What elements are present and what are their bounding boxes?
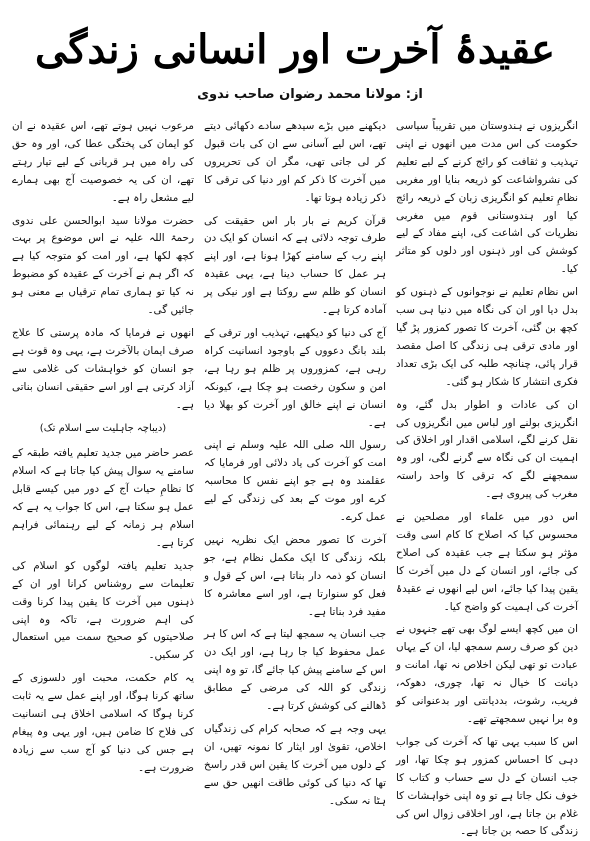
column-middle [204,118,386,807]
paragraph: جب انسان یہ سمجھ لیتا ہے کہ اس کا ہر عمل محفوظ کیا جا رہا ہے، اور ایک دن اس کے سامنے پیش کیا جائے گا، تو وہ اپنی زندگی کو اللہ کی مرضی کے مطابق ڈھالنے کی کوشش کرتا ہے۔ [204,628,386,713]
paragraph: یہ کام حکمت، محبت اور دلسوزی کے ساتھ کرنا ہوگا، اور اپنے عمل سے یہ ثابت کرنا ہوگا کہ اسلامی اخلاق ہی انسانیت کی فلاح کا ضامن ہیں، اور یہی وہ پیغام ہے جس کی دنیا کو آج سب سے زیادہ ضرورت ہے۔ [12,672,194,774]
paragraph: آج کی دنیا کو دیکھیے، تہذیب اور ترقی کے بلند بانگ دعووں کے باوجود انسانیت کراہ رہی ہے، کمزوروں پر ظلم ہو رہا ہے، امن و سکون رخصت ہو چکا ہے، کیونکہ انسان نے اپنے خالق اور آخرت کو بھلا دیا ہے۔ [204,326,386,429]
paragraph: حضرت مولانا سید ابوالحسن علی ندوی رحمۃ اللہ علیہ نے اس موضوع پر بہت کچھ لکھا ہے، اور امت کو متوجہ کیا ہے کہ اگر ہم نے آخرت کے عقیدہ کو مضبوط نہ کیا تو ہماری تمام ترقیاں بے معنی ہو جائیں گی۔ [12,214,194,317]
paragraph: ان کی عادات و اطوار بدل گئے، وہ انگریزی بولنے اور لباس میں انگریزوں کی نقل کرنے لگے، اسلامی اقدار اور اخلاق کی اہمیت ان کی نگاہ سے گرنے لگی، اور وہ سمجھنے لگے کہ ترقی کا واحد راستہ مغرب کی پیروی ہے۔ [396,398,578,501]
paragraph: قرآن کریم نے بار بار اس حقیقت کی طرف توجہ دلائی ہے کہ انسان کو ایک دن اپنے رب کے سامنے کھڑا ہونا ہے، اور اپنے ہر عمل کا حساب دینا ہے، یہی عقیدہ انسان کو ظلم سے روکتا ہے اور نیکی پر آمادہ کرتا ہے۔ [204,214,386,317]
article-byline: از: مولانا محمد رضوان صاحب ندوی [197,86,423,102]
paragraph: یہی وجہ ہے کہ صحابہ کرام کی زندگیاں اخلاص، تقویٰ اور ایثار کا نمونہ تھیں، ان کے دلوں میں آخرت کا یقین اس قدر راسخ تھا کہ دنیا کی کوئی طاقت انھیں حق سے ہٹا نہ سکی۔ [204,723,386,807]
paragraph: جدید تعلیم یافتہ لوگوں کو اسلام کی تعلیمات سے روشناس کرانا اور ان کے ذہنوں میں آخرت کا یقین پیدا کرنا وقت کی اہم ضرورت ہے، تاکہ وہ اپنی صلاحیتوں کو صحیح سمت میں استعمال کر سکیں۔ [12,559,194,662]
paragraph: ان میں کچھ ایسے لوگ بھی تھے جنہوں نے دین کو صرف رسم سمجھ لیا، ان کے یہاں عبادت تو تھی لیکن اخلاص نہ تھا، امانت و دیانت کا خیال نہ تھا، چوری، دھوکہ، فریب، رشوت، بددیانتی اور بدعنوانی کو وہ برا نہیں سمجھتے تھے۔ [396,623,578,725]
quote-source: (دیباچہ جاہلیت سے اسلام تک) [39,422,167,434]
paragraph: اس کا سبب یہی تھا کہ آخرت کی جواب دہی کا احساس کمزور ہو چکا تھا، اور جب انسان کے دل سے حساب و کتاب کا خوف نکل جاتا ہے تو وہ اپنی خواہشات کا غلام بن جاتا ہے، اور اخلاقی زوال اس کی زندگی کا حصہ بن جاتا ہے۔ [396,735,578,838]
paragraph: دیکھنے میں بڑے سیدھے سادے دکھائی دیتے تھے، اس لیے آسانی سے ان کی بات قبول کر لی جاتی تھی، مگر ان کی تحریروں میں آخرت کا ذکر کم اور دنیا کی ترقی کا ذکر زیادہ ہوتا تھا۔ [204,120,386,204]
paragraph: رسول اللہ صلی اللہ علیہ وسلم نے اپنی امت کو آخرت کی یاد دلائی اور فرمایا کہ عقلمند وہ ہے جو اپنے نفس کا محاسبہ کرے اور موت کے بعد کی زندگی کے لیے عمل کرے۔ [204,439,386,524]
column-left [12,118,194,796]
paragraph: عصر حاضر میں جدید تعلیم یافتہ طبقہ کے سامنے یہ سوال پیش کیا جاتا ہے کہ اسلام کا نظامِ حیات آج کے دور میں کیسے قابل عمل ہو سکتا ہے، اس کا جواب یہ ہے کہ اسلام ہر زمانہ کے لیے رہنمائی فراہم کرتا ہے۔ [12,447,194,549]
article-header [0,0,590,118]
paragraph: انگریزوں نے ہندوستان میں تقریباً سیاسی حکومت کی اس مدت میں انھوں نے اپنی تہذیب و ثقافت کو رائج کرنے کے لیے تعلیم کی نشرواشاعت کو ذریعہ بنایا اور مغربی نظامِ تعلیم کو انگریزی زبان کے ذریعہ رائج کیا اور ہندوستانی قوم میں مغربی نظریات کی اشاعت کی، اپنے مفاد کے لیے کوشش کی اور ذہنوں اور دلوں کو متاثر کیا۔ [396,120,578,276]
article-body [12,118,578,838]
paragraph: مرعوب نہیں ہوتے تھے، اس عقیدہ نے ان کو ایمان کی پختگی عطا کی، اور وہ حق کی راہ میں ہر قربانی کے لیے تیار رہتے تھے، ان کی یہ خصوصیت آج بھی ہمارے لیے مشعل راہ ہے۔ [12,120,194,204]
paragraph: اس دور میں علماء اور مصلحین نے محسوس کیا کہ اصلاح کا کام اسی وقت مؤثر ہو سکتا ہے جب عقیدہ کی اصلاح کی جائے، اور انسان کے دل میں آخرت کا یقین پیدا کیا جائے، اس لیے انھوں نے عقیدۂ آخرت کی اہمیت کو واضح کیا۔ [396,511,578,613]
paragraph: انھوں نے فرمایا کہ مادہ پرستی کا علاج صرف ایمان بالآخرت ہے، یہی وہ قوت ہے جو انسان کو خواہشات کی غلامی سے آزاد کرتی ہے اور اسے حقیقی انسان بناتی ہے۔ [12,326,194,411]
column-right [396,118,578,838]
article-title: عقیدۂ آخرت اور انسانی زندگی [34,25,556,73]
paragraph: آخرت کا تصور محض ایک نظریہ نہیں بلکہ زندگی کا ایک مکمل نظام ہے، جو انسان کو ذمہ دار بناتا ہے، اس کے قول و فعل کو سنوارتا ہے، اور اسے معاشرہ کا مفید فرد بناتا ہے۔ [204,533,386,618]
paragraph: اس نظام تعلیم نے نوجوانوں کے ذہنوں کو بدل دیا اور ان کی نگاہ میں دنیا ہی سب کچھ بن گئی، آخرت کا تصور کمزور پڑ گیا اور مادی ترقی ہی زندگی کا اصل مقصد قرار پائی، چنانچہ طلبہ کی ایک بڑی تعداد فکری انتشار کا شکار ہو گئی۔ [396,286,578,388]
